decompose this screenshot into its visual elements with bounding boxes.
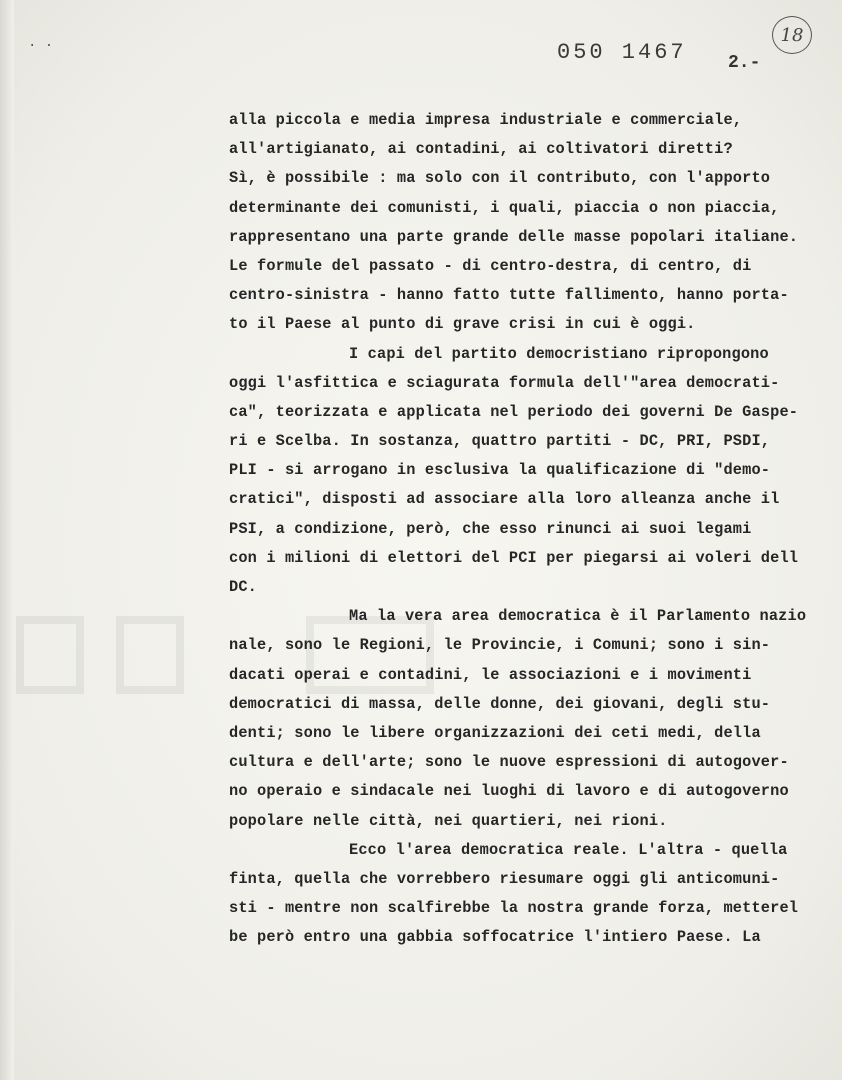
text-line: Le formule del passato - di centro-destra, di centro, di (229, 256, 752, 275)
text-line: ca", teorizzata e applicata nel periodo dei governi De Gaspe- (229, 402, 799, 421)
text-line: Ecco l'area democratica reale. L'altra - quella (349, 840, 788, 859)
text-line: alla piccola e media impresa industriale e commerciale, (229, 111, 743, 129)
text-line: democratici di massa, delle donne, dei giovani, degli stu- (229, 694, 771, 713)
text-line: no operaio e sindacale nei luoghi di lavoro e di autogoverno (229, 782, 789, 801)
text-line: PSI, a condizione, però, che esso rinunci ai suoi legami (229, 519, 752, 538)
page-edge-shadow (0, 0, 14, 1080)
page-stamp (772, 16, 812, 54)
text-line: Sì, è possibile : ma solo con il contributo, con l'apporto (229, 169, 771, 188)
text-line: be però entro una gabbia soffocatrice l'intiero Paese. La (229, 928, 761, 947)
text-line: ri e Scelba. In sostanza, quattro partiti - DC, PRI, PSDI, (229, 432, 771, 451)
text-line: popolare nelle città, nei quartieri, nei rioni. (229, 811, 668, 830)
corner-marks: . . (28, 35, 54, 51)
text-line: determinante dei comunisti, i quali, piaccia o non piaccia, (229, 198, 780, 217)
stamp-number: 18 (780, 24, 804, 46)
paragraph (229, 340, 829, 603)
text-line: dacati operai e contadini, le associazioni e i movimenti (229, 665, 752, 684)
text-line: cratici", disposti ad associare alla loro alleanza anche il (229, 490, 780, 509)
text-line: I capi del partito democristiano ripropongono (349, 344, 769, 363)
text-line: nale, sono le Regioni, le Provincie, i Comuni; sono i sin- (229, 636, 771, 655)
text-line: to il Paese al punto di grave crisi in cui è oggi. (229, 315, 696, 334)
paragraph (229, 602, 829, 836)
text-line: oggi l'asfittica e sciagurata formula dell'"area democrati- (229, 373, 780, 392)
text-line: denti; sono le libere organizzazioni dei ceti medi, della (229, 723, 761, 742)
text-line: PLI - si arrogano in esclusiva la qualificazione di "demo- (229, 461, 771, 480)
text-line: con i milioni di elettori del PCI per piegarsi ai voleri dell (229, 548, 799, 567)
text-line: cultura e dell'arte; sono le nuove espressioni di autogover- (229, 753, 789, 772)
body-text (229, 106, 829, 952)
text-line: Ma la vera area democratica è il Parlamento nazio (349, 607, 807, 626)
page-number: 2.- (728, 53, 761, 73)
text-line: rappresentano una parte grande delle masse popolari italiane. (229, 227, 799, 246)
paragraph (229, 106, 829, 340)
text-line: centro-sinistra - hanno fatto tutte fallimento, hanno porta- (229, 286, 789, 305)
text-line: all'artigianato, ai contadini, ai coltivatori diretti? (229, 140, 733, 159)
document-number: 050 1467 (557, 40, 687, 65)
text-line: DC. (229, 578, 257, 596)
text-line: sti - mentre non scalfirebbe la nostra grande forza, metterel (229, 899, 799, 918)
paragraph (229, 836, 829, 953)
text-line: finta, quella che vorrebbero riesumare oggi gli anticomuni- (229, 869, 780, 888)
